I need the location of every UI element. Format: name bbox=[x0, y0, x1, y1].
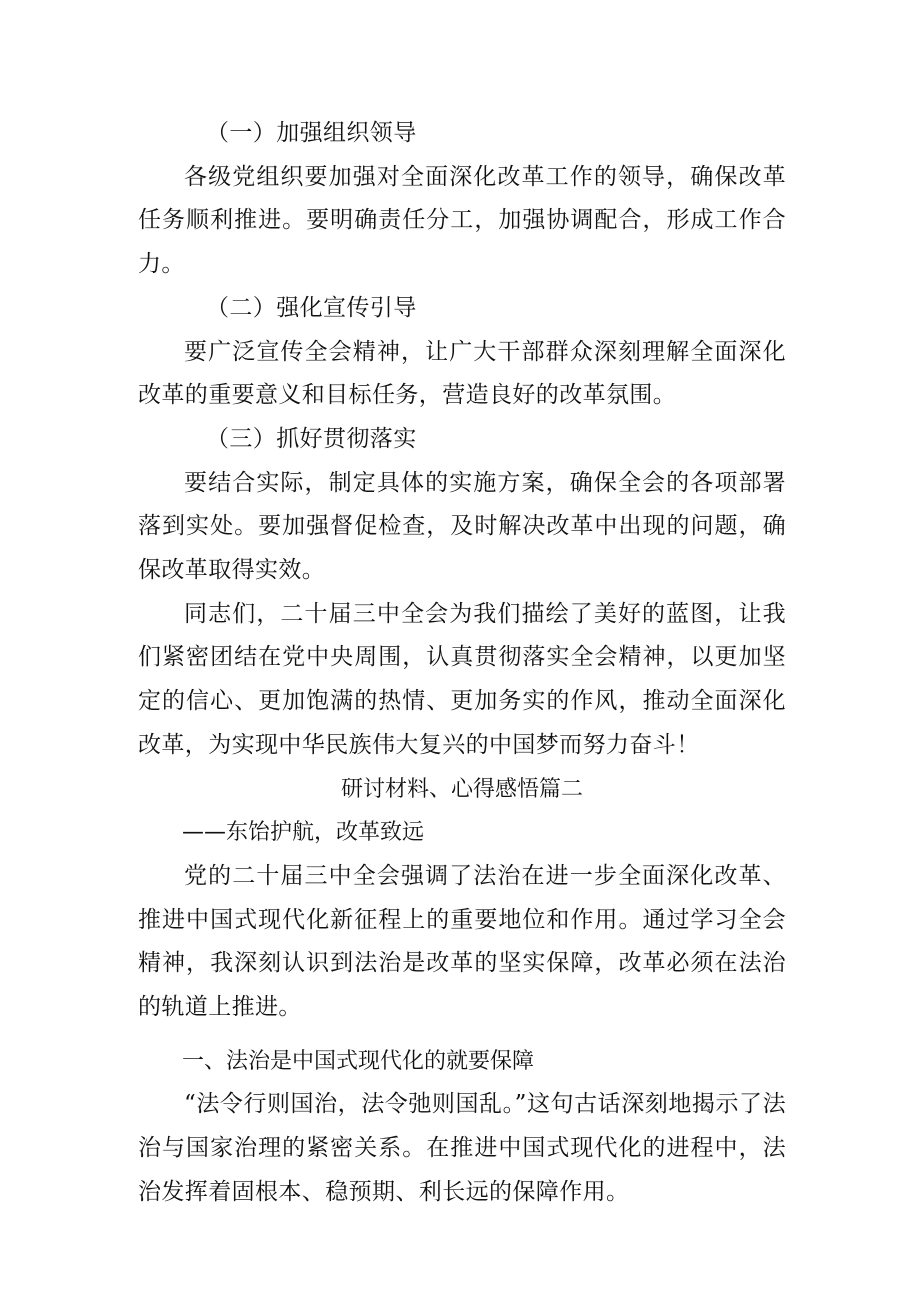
section-subtitle: ——东饴护航，改革致远 bbox=[182, 820, 425, 846]
paragraph-rule-of-law-intro: 党的二十届三中全会强调了法治在进一步全面深化改革、推进中国式现代化新征程上的重要地位和作用。通过学习全会精神，我深刻认识到法治是改革的坚实保障，改革必须在法治的轨道上推进。 bbox=[138, 862, 786, 1021]
paragraph-implementation: 要结合实际，制定具体的实施方案，确保全会的各项部署落到实处。要加强督促检查，及时解决改革中出现的问题，确保改革取得实效。 bbox=[138, 469, 786, 584]
section-title: 研讨材料、心得感悟篇二 bbox=[340, 776, 583, 802]
document-body bbox=[138, 112, 786, 1215]
paragraph-organization: 各级党组织要加强对全面深化改革工作的领导，确保改革任务顺利推进。要明确责任分工，加强协调配合，形成工作合力。 bbox=[138, 163, 786, 278]
paragraph-rule-of-law-quote: “法令行则国治，法令弛则国乱。”这句古话深刻地揭示了法治与国家治理的紧密关系。在推进中国式现代化的进程中，法治发挥着固根本、稳预期、利长远的保障作用。 bbox=[138, 1091, 786, 1205]
paragraph-closing: 同志们，二十届三中全会为我们描绘了美好的蓝图，让我们紧密团结在党中央周围，认真贯彻落实全会精神，以更加坚定的信心、更加饱满的热情、更加务实的作风，推动全面深化改革，为实现中华民族伟大复兴的中国梦而努力奋斗！ bbox=[138, 600, 786, 758]
section-heading-rule-of-law: 一、法治是中国式现代化的就要保障 bbox=[182, 1048, 535, 1074]
subsection-heading-implementation: （三）抓好贯彻落实 bbox=[206, 425, 417, 452]
paragraph-publicity: 要广泛宣传全会精神，让广大干部群众深刻理解全面深化改革的重要意义和目标任务，营造良好的改革氛围。 bbox=[138, 338, 786, 409]
subsection-heading-organization: （一）加强组织领导 bbox=[206, 120, 417, 146]
subsection-heading-publicity: （二）强化宣传引导 bbox=[206, 294, 417, 321]
